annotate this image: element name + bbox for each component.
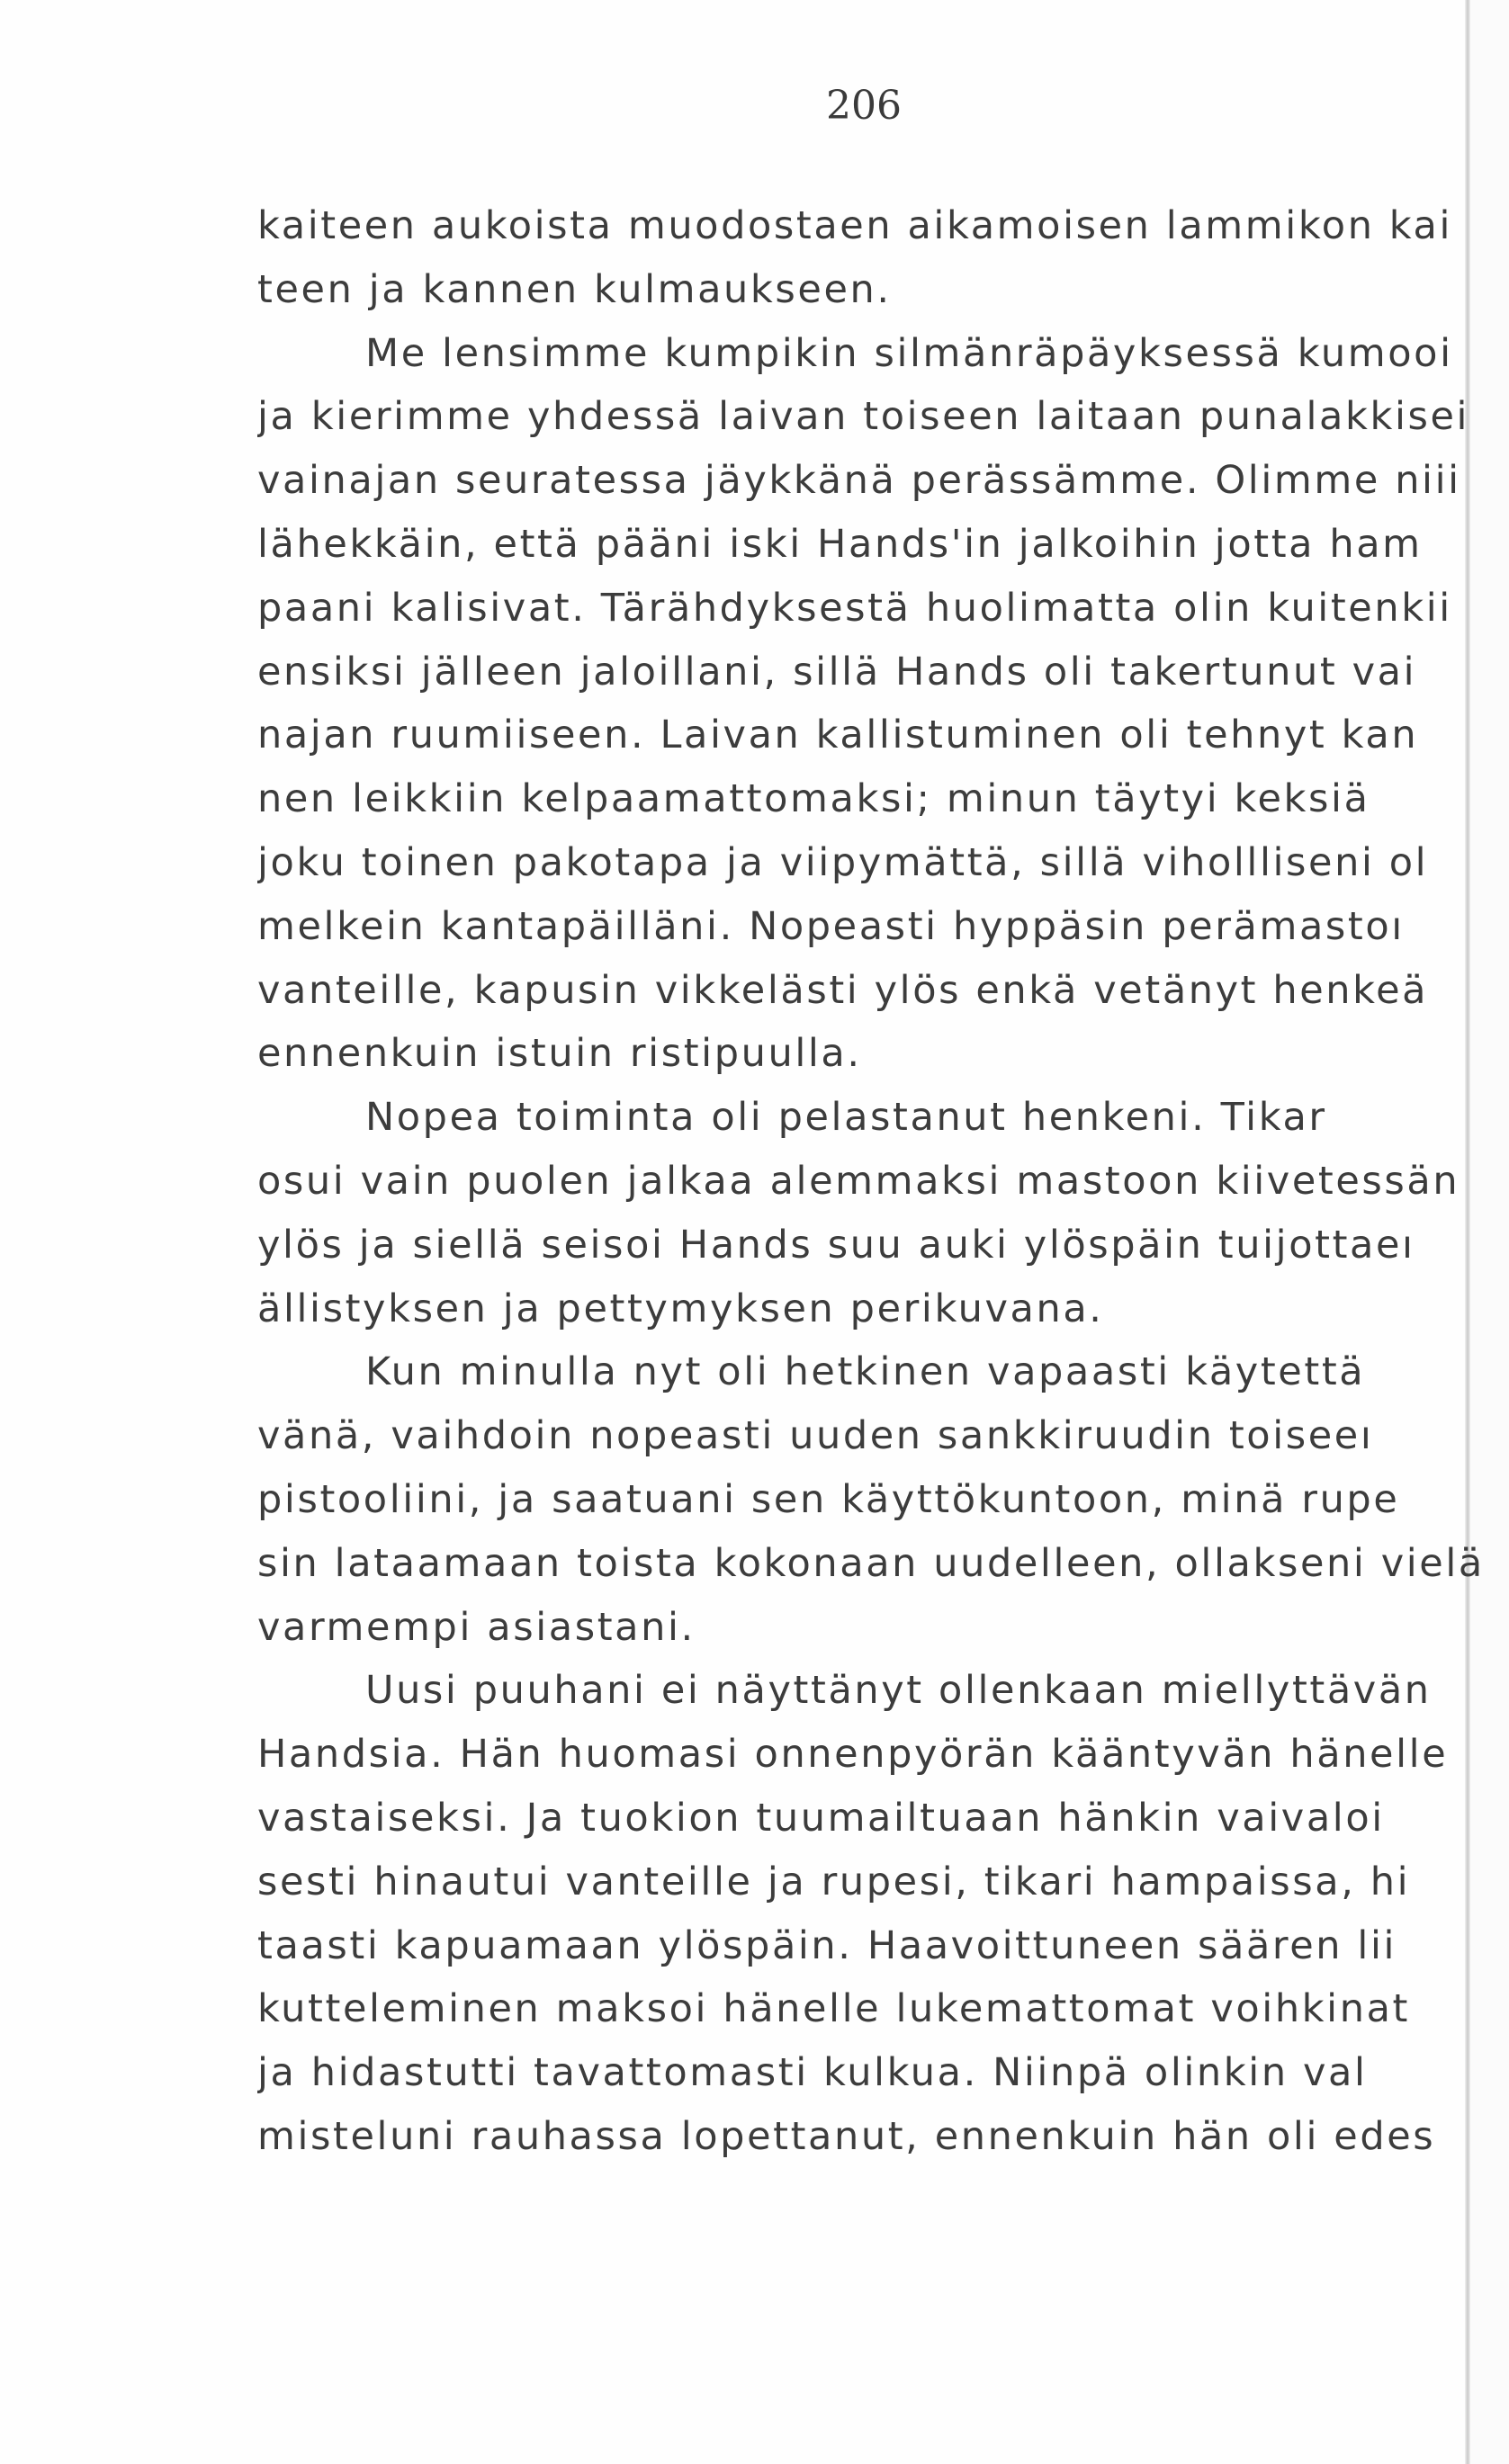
text-line: ja hidastutti tavattomasti kulkua. Niinpä olinkin val xyxy=(257,2050,1368,2096)
text-line: misteluni rauhassa lopettanut, ennenkuin hän oli edes xyxy=(257,2113,1436,2159)
text-line: Kun minulla nyt oli hetkinen vapaasti käytettä xyxy=(365,1349,1366,1395)
text-line: Handsia. Hän huomasi onnenpyörän kääntyvän hänelle xyxy=(257,1732,1449,1778)
text-line: kaiteen aukoista muodostaen aikamoisen lammikon kai xyxy=(257,203,1453,248)
text-line: nen leikkiin kelpaamattomaksi; minun täytyi keksiä xyxy=(257,776,1370,822)
text-line: kutteleminen maksoi hänelle lukemattomat voihkinat xyxy=(257,1986,1410,2032)
text-line: vastaiseksi. Ja tuokion tuumailtuaan hänkin vaivaloi xyxy=(257,1795,1385,1841)
text-line: sesti hinautui vanteille ja rupesi, tikari hampaissa, hi xyxy=(257,1859,1411,1904)
text-line: paani kalisivat. Tärähdyksestä huolimatta olin kuitenkii xyxy=(257,585,1452,631)
text-line: lähekkäin, että pääni iski Hands'in jalkoihin jotta ham xyxy=(257,521,1423,567)
text-line: Uusi puuhani ei näyttänyt ollenkaan miellyttävän xyxy=(365,1668,1432,1714)
text-line: sin lataamaan toista kokonaan uudelleen, ollakseni vielä xyxy=(257,1540,1485,1586)
text-line: joku toinen pakotapa ja viipymättä, sillä vihollliseni ol xyxy=(257,839,1429,885)
text-line: najan ruumiiseen. Laivan kallistuminen oli tehnyt kan xyxy=(257,712,1419,758)
text-line: pistooliini, ja saatuani sen käyttökuntoon, minä rupe xyxy=(257,1476,1400,1522)
text-line: ylös ja siellä seisoi Hands suu auki ylöspäin tuijottaeı xyxy=(257,1222,1415,1268)
text-line: taasti kapuamaan ylöspäin. Haavoittuneen säären lii xyxy=(257,1922,1397,1968)
text-line: osui vain puolen jalkaa alemmaksi mastoon kiivetessän xyxy=(257,1158,1460,1204)
text-line: ensiksi jälleen jaloillani, sillä Hands oli takertunut vai xyxy=(257,649,1417,694)
text-line: vänä, vaihdoin nopeasti uuden sankkiruudin toiseeı xyxy=(257,1413,1374,1459)
text-line: Me lensimme kumpikin silmänräpäyksessä kumooi xyxy=(365,330,1453,376)
body-text xyxy=(257,194,1487,2169)
text-line: ällistyksen ja pettymyksen perikuvana. xyxy=(257,1286,1104,1331)
text-line: ennenkuin istuin ristipuulla. xyxy=(257,1031,862,1077)
text-line: ja kierimme yhdessä laivan toiseen laitaan punalakkisei xyxy=(257,394,1470,440)
text-line: Nopea toiminta oli pelastanut henkeni. Tikar xyxy=(365,1095,1327,1141)
page-number: 206 xyxy=(826,83,902,129)
text-line: vainajan seuratessa jäykkänä perässämme. Olimme niii xyxy=(257,458,1461,504)
text-line: teen ja kannen kulmaukseen. xyxy=(257,266,892,312)
text-line: melkein kantapäilläni. Nopeasti hyppäsin perämastoı xyxy=(257,903,1405,949)
text-line: vanteille, kapusin vikkelästi ylös enkä vetänyt henkeä xyxy=(257,967,1429,1013)
text-line: varmempi asiastani. xyxy=(257,1604,696,1650)
